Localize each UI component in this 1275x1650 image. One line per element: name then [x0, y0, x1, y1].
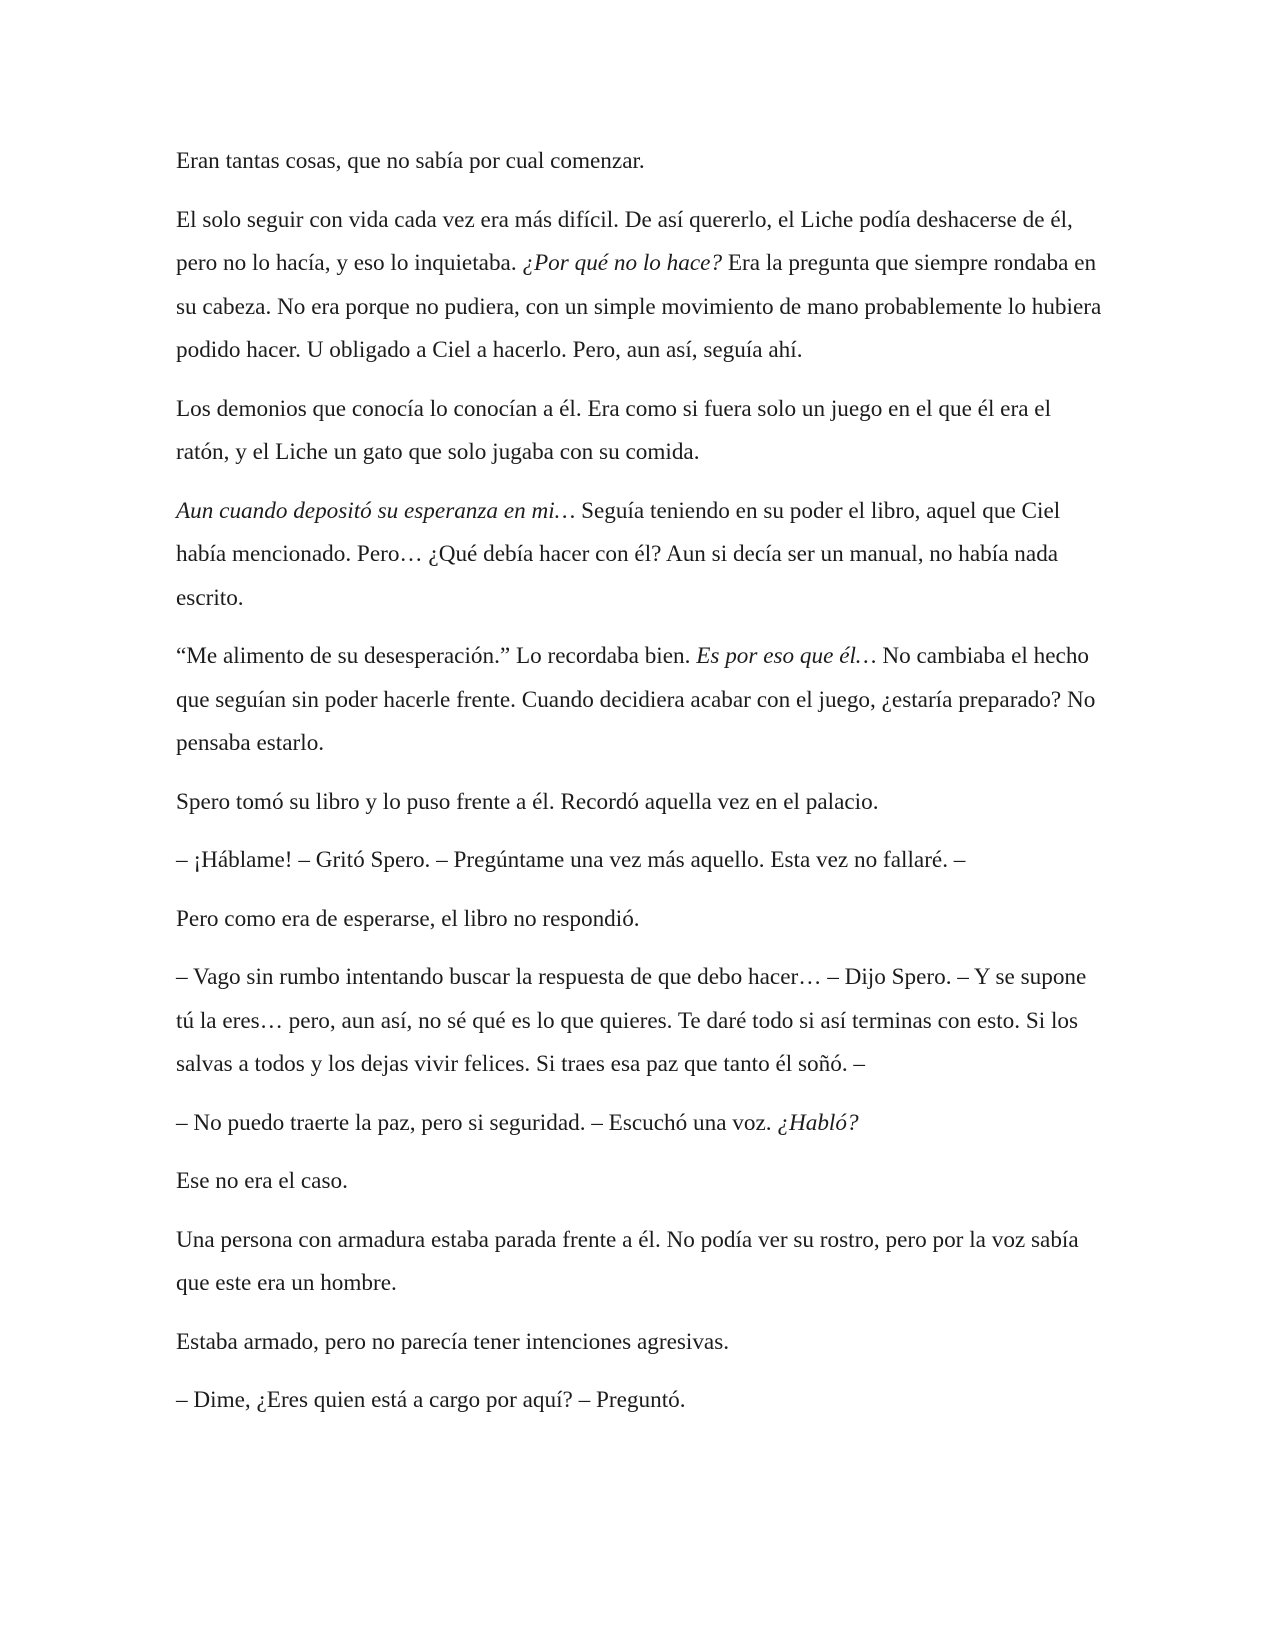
- dialogue-line: – Vago sin rumbo intentando buscar la respuesta de que debo hacer… – Dijo Spero. – Y se supone tú la eres… pero, aun así, no sé qué es lo que quieres. Te daré todo si así terminas con esto. Si los salvas a todos y los dejas vivir felices. Si traes esa paz que tanto él soñó. –: [176, 964, 1087, 1077]
- text-run: Los demonios que conocía lo conocían a él. Era como si fuera solo un juego en el que él era el ratón, y el Liche un gato que solo jugaba con su comida.: [176, 395, 1052, 465]
- dialogue-line: – No puedo traerte la paz, pero si seguridad. – Escuchó una voz.: [176, 1109, 778, 1136]
- paragraph-5: [176, 635, 1106, 766]
- italic-thought: ¿Habló?: [777, 1109, 859, 1136]
- paragraph-3: [176, 388, 1106, 475]
- paragraph-1: [176, 140, 1106, 184]
- dialogue-line: – ¡Háblame! – Gritó Spero. – Pregúntame una vez más aquello. Esta vez no fallaré. –: [176, 847, 966, 873]
- text-run: Ese no era el caso.: [176, 1168, 348, 1194]
- text-run: Pero como era de esperarse, el libro no respondió.: [176, 905, 640, 932]
- text-run: Era la pregunta que siempre rondaba en su cabeza. No era porque no pudiera, con un simple movimiento de mano probablemente lo hubiera podido hacer. U obligado a Ciel a hacerlo. Pero, aun así, seguía ahí.: [176, 250, 1102, 363]
- italic-thought: Es por eso que él…: [696, 643, 877, 669]
- paragraph-14: [176, 1379, 1106, 1423]
- paragraph-7: [176, 839, 1106, 883]
- text-run: Estaba armado, pero no parecía tener intenciones agresivas.: [176, 1328, 730, 1355]
- paragraph-4: [176, 490, 1106, 621]
- text-run: Una persona con armadura estaba parada frente a él. No podía ver su rostro, pero por la voz sabía que este era un hombre.: [176, 1226, 1079, 1296]
- italic-thought: Aun cuando depositó su esperanza en mi…: [176, 497, 576, 524]
- paragraph-9: [176, 956, 1106, 1087]
- paragraph-8: [176, 898, 1106, 942]
- paragraph-10: [176, 1102, 1106, 1146]
- paragraph-2: [176, 199, 1106, 373]
- text-run: El solo seguir con vida cada vez era más difícil. De así quererlo, el Liche podía deshacerse de él, pero no lo hacía, y eso lo inquietaba.: [176, 206, 1073, 276]
- paragraph-6: [176, 781, 1106, 825]
- italic-thought: ¿Por qué no lo hace?: [522, 250, 723, 276]
- paragraph-11: [176, 1160, 1106, 1204]
- text-run: Eran tantas cosas, que no sabía por cual comenzar.: [176, 148, 645, 174]
- text-run: Seguía teniendo en su poder el libro, aquel que Ciel había mencionado. Pero… ¿Qué debía hacer con él? Aun si decía ser un manual, no había nada escrito.: [176, 497, 1061, 611]
- paragraph-12: [176, 1219, 1106, 1306]
- paragraph-13: [176, 1321, 1106, 1365]
- body-text: [176, 140, 1106, 1438]
- text-run: No cambiaba el hecho que seguían sin poder hacerle frente. Cuando decidiera acabar con el juego, ¿estaría preparado? No pensaba estarlo.: [176, 643, 1096, 756]
- text-run: Spero tomó su libro y lo puso frente a él. Recordó aquella vez en el palacio.: [176, 788, 879, 815]
- text-run: “Me alimento de su desesperación.” Lo recordaba bien.: [176, 643, 697, 669]
- dialogue-line: – Dime, ¿Eres quien está a cargo por aquí? – Preguntó.: [176, 1387, 686, 1413]
